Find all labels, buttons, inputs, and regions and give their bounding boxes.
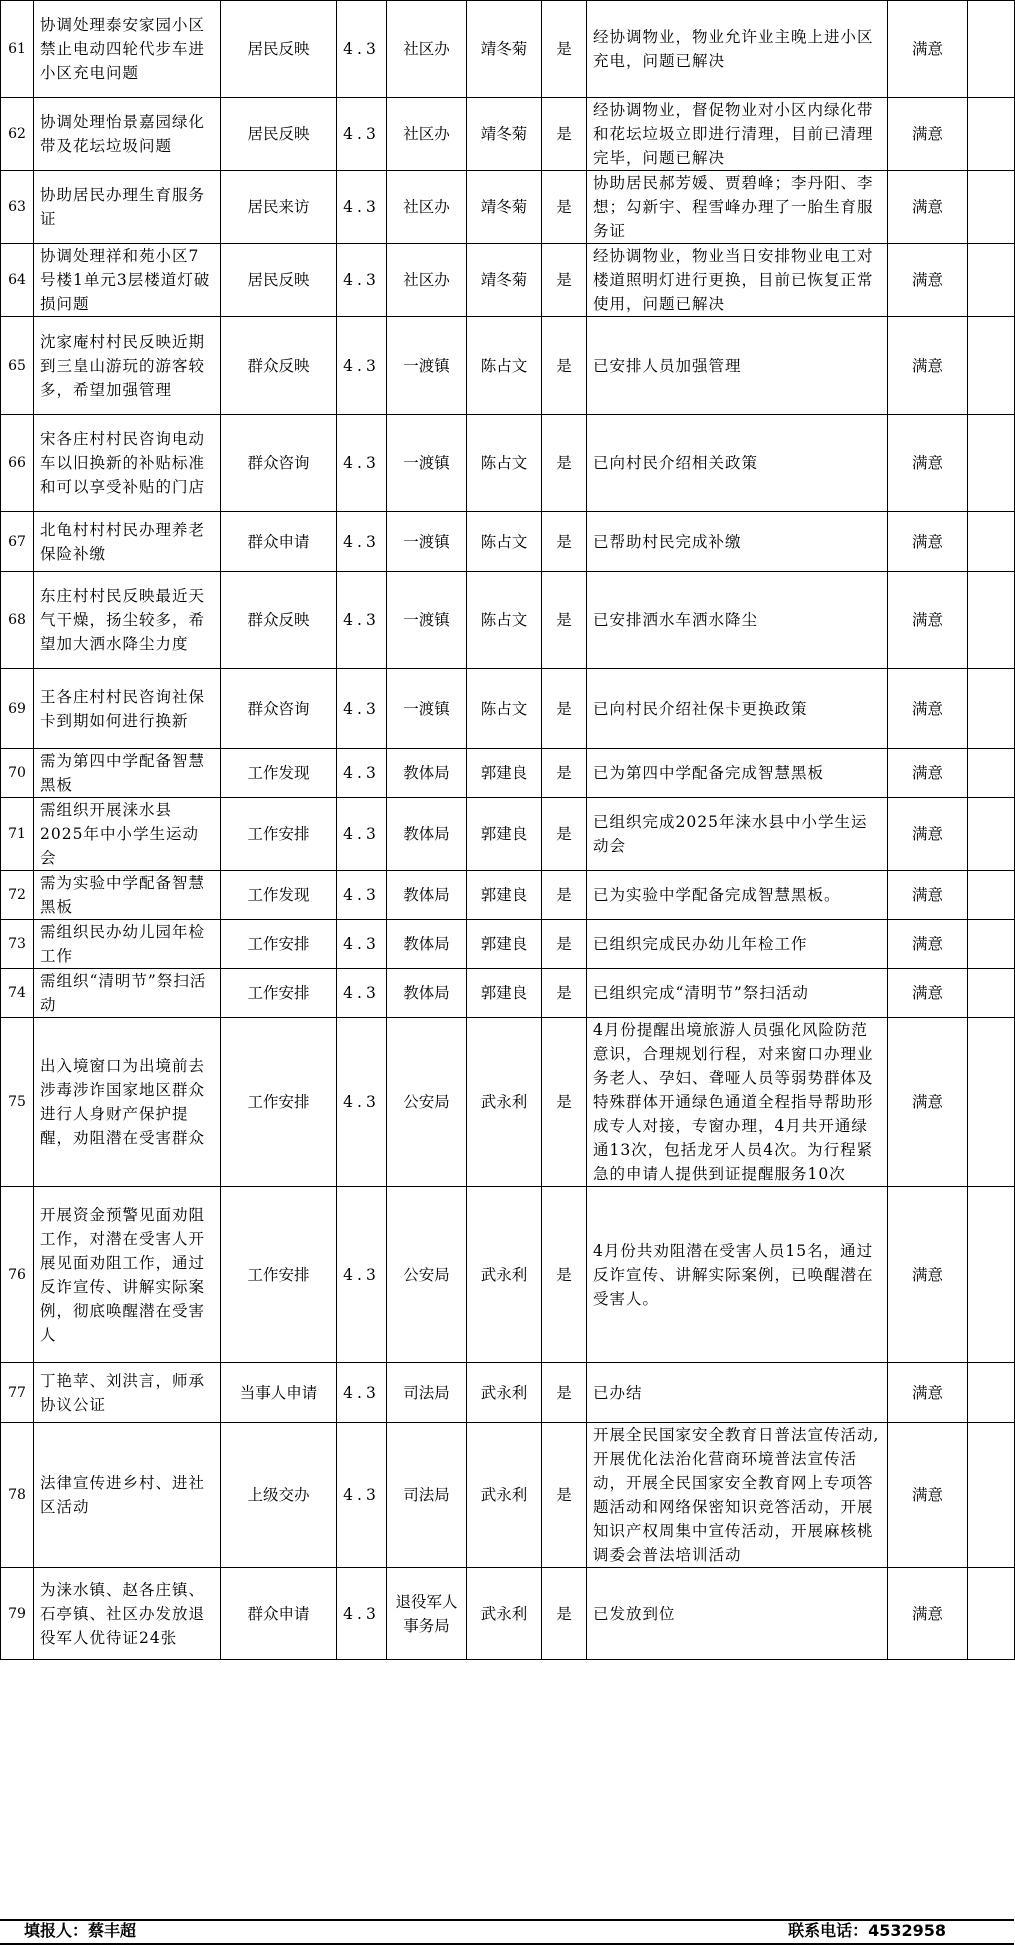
responsible-person: 靖冬菊 — [467, 244, 542, 317]
completion-status: 是 — [542, 1568, 587, 1660]
table-body — [1, 1, 1015, 1660]
footer — [0, 1919, 1014, 1945]
item-date: 4.3 — [337, 1187, 387, 1363]
satisfaction: 满意 — [888, 1568, 968, 1660]
item-date: 4.3 — [337, 1568, 387, 1660]
item-source: 群众咨询 — [221, 415, 337, 512]
item-date: 4.3 — [337, 98, 387, 171]
item-date: 4.3 — [337, 171, 387, 244]
satisfaction: 满意 — [888, 749, 968, 798]
item-source: 工作安排 — [221, 798, 337, 871]
responsible-unit: 一渡镇 — [387, 317, 467, 415]
responsible-unit: 教体局 — [387, 920, 467, 969]
item-date: 4.3 — [337, 749, 387, 798]
satisfaction: 满意 — [888, 244, 968, 317]
remarks-cell — [968, 749, 1015, 798]
responsible-person: 陈占文 — [467, 512, 542, 572]
row-number: 79 — [1, 1568, 34, 1660]
handling-result: 已帮助村民完成补缴 — [587, 512, 888, 572]
remarks-cell — [968, 244, 1015, 317]
remarks-cell — [968, 920, 1015, 969]
satisfaction: 满意 — [888, 1, 968, 98]
item-source: 居民反映 — [221, 1, 337, 98]
item-date: 4.3 — [337, 871, 387, 920]
item-description: 沈家庵村村民反映近期到三皇山游玩的游客较多，希望加强管理 — [34, 317, 221, 415]
item-description: 需组织开展涞水县2025年中小学生运动会 — [34, 798, 221, 871]
remarks-cell — [968, 871, 1015, 920]
table-row — [1, 1363, 1015, 1423]
responsible-unit: 退役军人事务局 — [387, 1568, 467, 1660]
row-number: 75 — [1, 1018, 34, 1187]
item-date: 4.3 — [337, 415, 387, 512]
remarks-cell — [968, 1568, 1015, 1660]
table-row — [1, 871, 1015, 920]
responsible-person: 武永利 — [467, 1568, 542, 1660]
remarks-cell — [968, 1363, 1015, 1423]
table-row — [1, 512, 1015, 572]
handling-result: 已安排人员加强管理 — [587, 317, 888, 415]
handling-result: 已组织完成民办幼儿年检工作 — [587, 920, 888, 969]
item-date: 4.3 — [337, 317, 387, 415]
row-number: 72 — [1, 871, 34, 920]
item-date: 4.3 — [337, 669, 387, 749]
table-row — [1, 1423, 1015, 1568]
completion-status: 是 — [542, 798, 587, 871]
responsible-unit: 社区办 — [387, 171, 467, 244]
remarks-cell — [968, 415, 1015, 512]
item-description: 为涞水镇、赵各庄镇、石亭镇、社区办发放退役军人优待证24张 — [34, 1568, 221, 1660]
row-number: 61 — [1, 1, 34, 98]
completion-status: 是 — [542, 669, 587, 749]
completion-status: 是 — [542, 415, 587, 512]
row-number: 63 — [1, 171, 34, 244]
completion-status: 是 — [542, 871, 587, 920]
remarks-cell — [968, 171, 1015, 244]
item-date: 4.3 — [337, 1423, 387, 1568]
item-source: 工作安排 — [221, 920, 337, 969]
item-date: 4.3 — [337, 1, 387, 98]
satisfaction: 满意 — [888, 969, 968, 1018]
row-number: 71 — [1, 798, 34, 871]
satisfaction: 满意 — [888, 920, 968, 969]
satisfaction: 满意 — [888, 1423, 968, 1568]
table-row — [1, 669, 1015, 749]
row-number: 69 — [1, 669, 34, 749]
completion-status: 是 — [542, 1363, 587, 1423]
item-date: 4.3 — [337, 572, 387, 669]
completion-status: 是 — [542, 512, 587, 572]
row-number: 74 — [1, 969, 34, 1018]
responsible-person: 武永利 — [467, 1018, 542, 1187]
remarks-cell — [968, 969, 1015, 1018]
row-number: 73 — [1, 920, 34, 969]
item-date: 4.3 — [337, 920, 387, 969]
responsible-unit: 教体局 — [387, 798, 467, 871]
completion-status: 是 — [542, 1018, 587, 1187]
handling-result: 已向村民介绍相关政策 — [587, 415, 888, 512]
completion-status: 是 — [542, 1187, 587, 1363]
table-row — [1, 798, 1015, 871]
remarks-cell — [968, 1, 1015, 98]
table-row — [1, 1, 1015, 98]
responsible-person: 武永利 — [467, 1187, 542, 1363]
item-description: 需组织“清明节”祭扫活动 — [34, 969, 221, 1018]
item-description: 需为实验中学配备智慧黑板 — [34, 871, 221, 920]
item-source: 居民反映 — [221, 98, 337, 171]
handling-result: 经协调物业，督促物业对小区内绿化带和花坛垃圾立即进行清理，目前已清理完毕，问题已解决 — [587, 98, 888, 171]
table-row — [1, 572, 1015, 669]
satisfaction: 满意 — [888, 98, 968, 171]
item-source: 居民反映 — [221, 244, 337, 317]
responsible-unit: 社区办 — [387, 244, 467, 317]
table-row — [1, 171, 1015, 244]
completion-status: 是 — [542, 317, 587, 415]
responsible-person: 靖冬菊 — [467, 171, 542, 244]
row-number: 67 — [1, 512, 34, 572]
handling-result: 已为实验中学配备完成智慧黑板。 — [587, 871, 888, 920]
responsible-person: 陈占文 — [467, 572, 542, 669]
item-description: 协调处理祥和苑小区7号楼1单元3层楼道灯破损问题 — [34, 244, 221, 317]
responsible-person: 武永利 — [467, 1423, 542, 1568]
row-number: 68 — [1, 572, 34, 669]
handling-result: 已组织完成“清明节”祭扫活动 — [587, 969, 888, 1018]
completion-status: 是 — [542, 969, 587, 1018]
responsible-unit: 教体局 — [387, 871, 467, 920]
handling-result: 4月份提醒出境旅游人员强化风险防范意识，合理规划行程，对来窗口办理业务老人、孕妇、聋哑人员等弱势群体及特殊群体开通绿色通道全程指导帮助形成专人对接，专窗办理，4月共开通绿通13次，包括龙牙人员4次。为行程紧急的申请人提供到证提醒服务10次 — [587, 1018, 888, 1187]
row-number: 76 — [1, 1187, 34, 1363]
responsible-person: 武永利 — [467, 1363, 542, 1423]
item-description: 法律宣传进乡村、进社区活动 — [34, 1423, 221, 1568]
item-source: 居民来访 — [221, 171, 337, 244]
item-date: 4.3 — [337, 1018, 387, 1187]
remarks-cell — [968, 669, 1015, 749]
item-description: 北龟村村村民办理养老保险补缴 — [34, 512, 221, 572]
phone-label: 联系电话：4532958 — [788, 1921, 946, 1940]
satisfaction: 满意 — [888, 1018, 968, 1187]
row-number: 62 — [1, 98, 34, 171]
responsible-unit: 司法局 — [387, 1423, 467, 1568]
item-date: 4.3 — [337, 1363, 387, 1423]
remarks-cell — [968, 1423, 1015, 1568]
item-source: 群众反映 — [221, 317, 337, 415]
responsible-person: 靖冬菊 — [467, 1, 542, 98]
completion-status: 是 — [542, 1423, 587, 1568]
item-description: 协调处理怡景嘉园绿化带及花坛垃圾问题 — [34, 98, 221, 171]
item-source: 工作发现 — [221, 749, 337, 798]
handling-result: 经协调物业，物业当日安排物业电工对楼道照明灯进行更换，目前已恢复正常使用，问题已解决 — [587, 244, 888, 317]
handling-result: 已发放到位 — [587, 1568, 888, 1660]
table-row — [1, 1568, 1015, 1660]
responsible-person: 郭建良 — [467, 920, 542, 969]
responsible-unit: 一渡镇 — [387, 572, 467, 669]
completion-status: 是 — [542, 572, 587, 669]
completion-status: 是 — [542, 749, 587, 798]
filler-label: 填报人：蔡丰超 — [24, 1921, 137, 1940]
item-description: 协助居民办理生育服务证 — [34, 171, 221, 244]
responsible-person: 靖冬菊 — [467, 98, 542, 171]
table-row — [1, 415, 1015, 512]
responsible-unit: 一渡镇 — [387, 669, 467, 749]
row-number: 77 — [1, 1363, 34, 1423]
satisfaction: 满意 — [888, 317, 968, 415]
responsible-unit: 公安局 — [387, 1018, 467, 1187]
satisfaction: 满意 — [888, 572, 968, 669]
row-number: 65 — [1, 317, 34, 415]
responsible-unit: 一渡镇 — [387, 512, 467, 572]
responsible-unit: 社区办 — [387, 1, 467, 98]
row-number: 78 — [1, 1423, 34, 1568]
item-date: 4.3 — [337, 512, 387, 572]
item-date: 4.3 — [337, 244, 387, 317]
responsible-person: 郭建良 — [467, 749, 542, 798]
handling-result: 已办结 — [587, 1363, 888, 1423]
item-description: 宋各庄村村民咨询电动车以旧换新的补贴标准和可以享受补贴的门店 — [34, 415, 221, 512]
responsible-unit: 教体局 — [387, 749, 467, 798]
satisfaction: 满意 — [888, 1363, 968, 1423]
item-source: 上级交办 — [221, 1423, 337, 1568]
remarks-cell — [968, 1187, 1015, 1363]
item-source: 工作安排 — [221, 1187, 337, 1363]
table-row — [1, 1018, 1015, 1187]
completion-status: 是 — [542, 920, 587, 969]
table-row — [1, 749, 1015, 798]
handling-result: 4月份共劝阻潜在受害人员15名，通过反诈宣传、讲解实际案例，已唤醒潜在受害人。 — [587, 1187, 888, 1363]
item-source: 工作安排 — [221, 1018, 337, 1187]
remarks-cell — [968, 512, 1015, 572]
item-source: 群众反映 — [221, 572, 337, 669]
remarks-cell — [968, 98, 1015, 171]
responsible-person: 陈占文 — [467, 669, 542, 749]
item-source: 群众申请 — [221, 1568, 337, 1660]
responsible-person: 郭建良 — [467, 969, 542, 1018]
item-description: 东庄村村民反映最近天气干燥，扬尘较多，希望加大洒水降尘力度 — [34, 572, 221, 669]
row-number: 70 — [1, 749, 34, 798]
remarks-cell — [968, 1018, 1015, 1187]
remarks-cell — [968, 572, 1015, 669]
row-number: 66 — [1, 415, 34, 512]
table-row — [1, 920, 1015, 969]
satisfaction: 满意 — [888, 669, 968, 749]
satisfaction: 满意 — [888, 512, 968, 572]
item-description: 协调处理泰安家园小区禁止电动四轮代步车进小区充电问题 — [34, 1, 221, 98]
item-description: 出入境窗口为出境前去涉毒涉诈国家地区群众进行人身财产保护提醒，劝阻潜在受害群众 — [34, 1018, 221, 1187]
responsible-unit: 教体局 — [387, 969, 467, 1018]
responsible-person: 郭建良 — [467, 798, 542, 871]
handling-result: 已向村民介绍社保卡更换政策 — [587, 669, 888, 749]
handling-result: 开展全民国家安全教育日普法宣传活动,开展优化法治化营商环境普法宣传活动，开展全民国家安全教育网上专项答题活动和网络保密知识竞答活动，开展知识产权周集中宣传活动，开展麻核桃调委会普法培训活动 — [587, 1423, 888, 1568]
handling-result: 已安排洒水车洒水降尘 — [587, 572, 888, 669]
completion-status: 是 — [542, 171, 587, 244]
table-row — [1, 317, 1015, 415]
satisfaction: 满意 — [888, 171, 968, 244]
responsible-unit: 司法局 — [387, 1363, 467, 1423]
remarks-cell — [968, 798, 1015, 871]
item-description: 需为第四中学配备智慧黑板 — [34, 749, 221, 798]
item-date: 4.3 — [337, 969, 387, 1018]
completion-status: 是 — [542, 1, 587, 98]
table-row — [1, 1187, 1015, 1363]
responsible-unit: 公安局 — [387, 1187, 467, 1363]
responsible-person: 陈占文 — [467, 317, 542, 415]
row-number: 64 — [1, 244, 34, 317]
satisfaction: 满意 — [888, 798, 968, 871]
satisfaction: 满意 — [888, 871, 968, 920]
responsible-unit: 一渡镇 — [387, 415, 467, 512]
handling-result: 已组织完成2025年涞水县中小学生运动会 — [587, 798, 888, 871]
item-source: 工作安排 — [221, 969, 337, 1018]
item-description: 王各庄村村民咨询社保卡到期如何进行换新 — [34, 669, 221, 749]
item-source: 当事人申请 — [221, 1363, 337, 1423]
responsible-person: 陈占文 — [467, 415, 542, 512]
handling-result: 协助居民郝芳媛、贾碧峰；李丹阳、李想；勾新宇、程雪峰办理了一胎生育服务证 — [587, 171, 888, 244]
table-row — [1, 98, 1015, 171]
satisfaction: 满意 — [888, 1187, 968, 1363]
table-row — [1, 969, 1015, 1018]
responsible-person: 郭建良 — [467, 871, 542, 920]
responsible-unit: 社区办 — [387, 98, 467, 171]
handling-result: 经协调物业，物业允许业主晚上进小区充电，问题已解决 — [587, 1, 888, 98]
item-source: 工作发现 — [221, 871, 337, 920]
completion-status: 是 — [542, 244, 587, 317]
item-date: 4.3 — [337, 798, 387, 871]
remarks-cell — [968, 317, 1015, 415]
table-row — [1, 244, 1015, 317]
item-description: 需组织民办幼儿园年检工作 — [34, 920, 221, 969]
item-source: 群众申请 — [221, 512, 337, 572]
completion-status: 是 — [542, 98, 587, 171]
handling-result: 已为第四中学配备完成智慧黑板 — [587, 749, 888, 798]
satisfaction: 满意 — [888, 415, 968, 512]
item-description: 开展资金预警见面劝阻工作，对潜在受害人开展见面劝阻工作，通过反诈宣传、讲解实际案例，彻底唤醒潜在受害人 — [34, 1187, 221, 1363]
item-description: 丁艳苹、刘洪言，师承协议公证 — [34, 1363, 221, 1423]
item-source: 群众咨询 — [221, 669, 337, 749]
